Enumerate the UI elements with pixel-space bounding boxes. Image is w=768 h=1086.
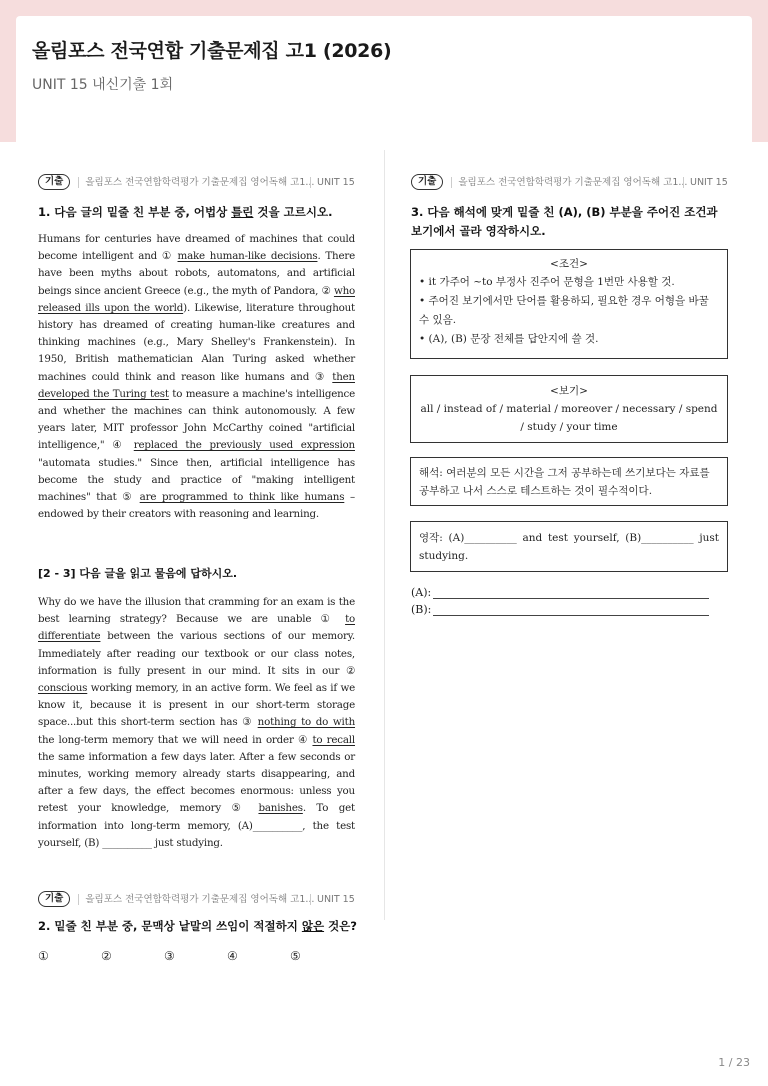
answer-line-b[interactable] — [411, 603, 709, 616]
choice-2[interactable]: ② — [101, 949, 112, 963]
tag-badge: 기출 — [38, 174, 70, 190]
source-tag-row — [38, 173, 356, 191]
writing-box — [410, 521, 728, 572]
underline-5: banishes — [258, 802, 303, 815]
source-tag-row — [38, 890, 356, 908]
underline-5: are programmed to think like humans — [139, 491, 345, 504]
source-tag-row — [411, 173, 729, 191]
tag-unit: UNIT 15 — [310, 177, 355, 188]
choice-3[interactable]: ③ — [164, 949, 175, 963]
bogi-words: all / instead of / material / moreover / necessary / spend / study / your time — [420, 403, 718, 433]
page-number: 1 / 23 — [718, 1056, 750, 1069]
page-subtitle: UNIT 15 내신기출 1회 — [32, 77, 174, 93]
condition-item: • (A), (B) 문장 전체를 답안지에 쓸 것. — [419, 333, 599, 345]
underline-1: make human-like decisions — [177, 250, 318, 263]
tag-unit: UNIT 15 — [683, 177, 728, 188]
section-2-3-heading: [2 - 3] 다음 글을 읽고 물음에 답하시오. — [38, 567, 238, 580]
choice-4[interactable]: ④ — [227, 949, 238, 963]
question-1-title: 1. 다음 글의 밑줄 친 부분 중, 어법상 틀린 것을 고르시오. — [38, 205, 333, 219]
tag-badge: 기출 — [411, 174, 443, 190]
tag-badge: 기출 — [38, 891, 70, 907]
question-3-title: 3. 다음 해석에 맞게 밑줄 친 (A), (B) 부분을 주어진 조건과 보기에서 골라 영작하시오. — [411, 205, 718, 238]
bogi-title: <보기> — [550, 385, 588, 397]
question-2-choices — [38, 949, 353, 963]
translation-text: 해석: 여러분의 모든 시간을 그저 공부하는데 쓰기보다는 자료를 공부하고 나서 스스로 테스트하는 것이 필수적이다. — [419, 467, 710, 497]
tag-unit: UNIT 15 — [310, 894, 355, 905]
underline-3: nothing to do with — [257, 716, 356, 729]
answer-line-a[interactable] — [411, 586, 709, 599]
underline-3: then developed the Turing test — [38, 370, 355, 400]
answer-b-label: (B): — [411, 603, 432, 616]
underline-1: to differentiate — [38, 613, 355, 643]
passage-2-3: Why do we have the illusion that cramming for an exam is the best learning strategy? Because we are unable ① to differentiate between the various sections of our memory. Immediately after reading our textbook or our class notes, information is fully present in our mind. It sits in our ② conscious working memory, in an active form. We feel as if we know it, because it is present in our short-term storage space...but this short-term section has ③ nothing to do with the long-term memory that we will need in order ④ to recall the same information a few days later. After a few seconds or minutes, working memory already starts disappearing, and after a few days, the effect becomes enormous: unless you retest your knowledge, memory ⑤ banishes. To get information into long-term memory, (A)__________, the test yourself, (B) __________ just studying. — [38, 596, 356, 849]
underline-2: conscious — [38, 682, 88, 695]
page-title: 올림포스 전국연합 기출문제집 고1 (2026) — [32, 40, 392, 62]
underline-4: replaced the previously used expression — [133, 439, 355, 452]
tag-source: 올림포스 전국연합학력평가 기출문제집 영어독해 고1... — [451, 177, 687, 188]
choice-5[interactable]: ⑤ — [290, 949, 301, 963]
writing-text: 영작: (A)__________ and test yourself, (B)__________ just studying. — [419, 532, 719, 562]
underline-2: who released ills upon the world — [38, 284, 355, 314]
choice-1[interactable]: ① — [38, 949, 49, 963]
condition-item: • it 가주어 ~to 부정사 진주어 문형을 1번만 사용할 것. — [419, 276, 675, 288]
conditions-title: <조건> — [550, 258, 588, 270]
bogi-box — [410, 375, 728, 443]
answer-a-label: (A): — [411, 586, 432, 599]
underline-4: to recall — [312, 733, 355, 746]
translation-box — [410, 457, 728, 506]
tag-source: 올림포스 전국연합학력평가 기출문제집 영어독해 고1... — [78, 894, 314, 905]
conditions-box — [410, 249, 728, 359]
question-2-title: 2. 밑줄 친 부분 중, 문맥상 낱말의 쓰임이 적절하지 않은 것은? — [38, 919, 357, 933]
tag-source: 올림포스 전국연합학력평가 기출문제집 영어독해 고1... — [78, 177, 314, 188]
question-1-passage: Humans for centuries have dreamed of machines that could become intelligent and ① make human-like decisions. There have been myths about robots, automatons, and artificial beings since ancient Greece (e.g., the myth of Pandora, ② who released ills upon the world). Likewise, literature throughout history has dreamed of creating human-like creatures and thinking machines (e.g., Mary Shelley's Frankenstein). In 1950, British mathematician Alan Turing asked whether machines could think and reason like humans and ③ then developed the Turing test to measure a machine's intelligence and whether the machines can think autonomously. A few years later, MIT professor John McCarthy coined "artificial intelligence," ④ replaced the previously used expression "automata studies." Since then, artificial intelligence has become the study and practice of "making intelligent machines" that ⑤ are programmed to think like humans – endowed by their creators with reasoning and learning. — [38, 233, 356, 521]
condition-item: • 주어진 보기에서만 단어를 활용하되, 필요한 경우 어형을 바꿀 수 있음. — [419, 295, 709, 326]
column-divider — [384, 150, 385, 920]
